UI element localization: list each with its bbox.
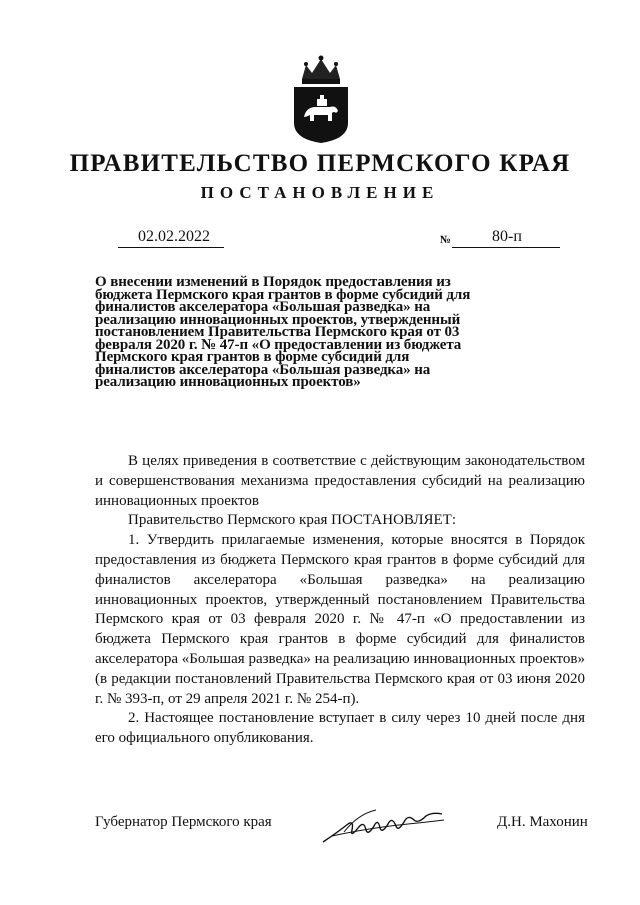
document-body [95,452,585,749]
handwritten-signature [318,802,448,852]
item-1-paragraph: 1. Утвердить прилагаемые изменения, которые вносятся в Порядок предоставления из бюджета Пермского края грантов в форме субсидий для финалистов акселератора «Большая разведка» на реализацию инновационных проектов, утвержденный постановлением Правительства Пермского края от 03 февраля 2020 г. № 47-п «О предоставлении из бюджета Пермского края грантов в форме субсидий для финалистов акселератора «Большая разведка» на реализацию инновационных проектов» (в редакции постановлений Правительства Пермского края от 03 июня 2020 г. № 393-п, от 29 апреля 2021 г. № 254-п). [95,532,585,707]
document-number: 80-п [492,228,522,245]
preamble-paragraph: В целях приведения в соответствие с действующим законодательством и совершенствования механизма предоставления субсидий на реализацию инновационных проектов [95,453,585,509]
document-type: ПОСТАНОВЛЕНИЕ [200,183,440,202]
number-sign: № [440,234,452,246]
signatory-role: Губернатор Пермского края [95,814,272,830]
signatory-name: Д.Н. Махонин [497,814,588,830]
number-underline [452,247,560,248]
coat-of-arms-emblem [290,55,352,145]
item-2-paragraph: 2. Настоящее постановление вступает в силу через 10 дней после дня его официального опубликования. [95,710,585,747]
date-underline [118,247,224,248]
document-subject: О внесении изменений в Порядок предоставления из бюджета Пермского края грантов в форме субсидий для финалистов акселератора «Большая разведка» на реализацию инновационных проектов, утвержденный постановлением Правительства Пермского края от 03 февраля 2020 г. № 47-п «О предоставлении из бюджета Пермского края грантов в форме субсидий для финалистов акселератора «Большая разведка» на реализацию инновационных проектов» [95,274,471,390]
document-date: 02.02.2022 [138,228,210,245]
government-title: ПРАВИТЕЛЬСТВО ПЕРМСКОГО КРАЯ [69,150,571,177]
resolves-paragraph: Правительство Пермского края ПОСТАНОВЛЯЕТ: [128,512,457,529]
